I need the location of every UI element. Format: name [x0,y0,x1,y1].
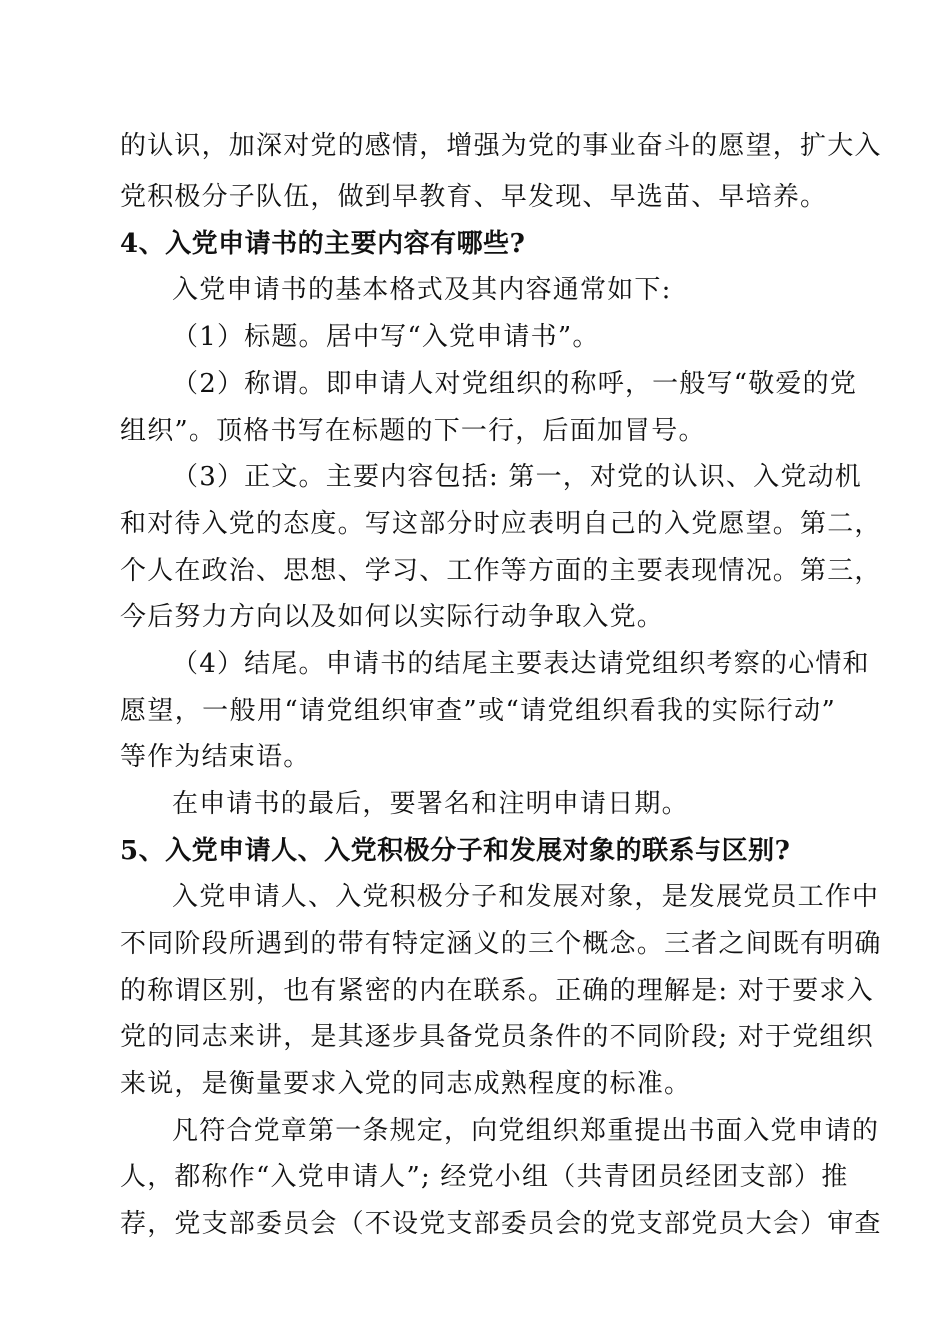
paragraph-line: 入党申请书的基本格式及其内容通常如下: [172,275,672,305]
paragraph-line: 荐，党支部委员会（不设党支部委员会的党支部党员大会）审查 [120,1209,882,1239]
paragraph-line: 不同阶段所遇到的带有特定涵义的三个概念。三者之间既有明确 [120,929,882,959]
list-item-body: （3）正文。主要内容包括: 第一，对党的认识、入党动机 [172,462,862,492]
section-heading-5: 5、入党申请人、入党积极分子和发展对象的联系与区别? [120,836,791,866]
list-item-salutation: （2）称谓。即申请人对党组织的称呼，一般写“敬爱的党 [172,369,858,399]
paragraph-line: 在申请书的最后，要署名和注明申请日期。 [172,789,689,819]
section-heading-4: 4、入党申请书的主要内容有哪些? [120,229,526,259]
paragraph-line: 和对待入党的态度。写这部分时应表明自己的入党愿望。第二， [120,509,882,539]
paragraph-line: 的认识，加深对党的感情，增强为党的事业奋斗的愿望，扩大入 [120,131,882,161]
paragraph-line: 愿望，一般用“请党组织审查”或“请党组织看我的实际行动” [120,696,836,726]
paragraph-line: 党的同志来讲，是其逐步具备党员条件的不同阶段; 对于党组织 [120,1022,874,1052]
paragraph-line: 等作为结束语。 [120,742,311,772]
list-item-title: （1）标题。居中写“入党申请书”。 [172,322,600,352]
paragraph-line: 入党申请人、入党积极分子和发展对象，是发展党员工作中 [172,882,880,912]
paragraph-line: 今后努力方向以及如何以实际行动争取入党。 [120,602,665,632]
paragraph-line: 组织”。顶格书写在标题的下一行，后面加冒号。 [120,416,706,446]
paragraph-line: 党积极分子队伍，做到早教育、早发现、早选苗、早培养。 [120,182,828,212]
paragraph-line: 个人在政治、思想、学习、工作等方面的主要表现情况。第三， [120,556,882,586]
paragraph-line: 来说，是衡量要求入党的同志成熟程度的标准。 [120,1069,692,1099]
paragraph-line: 凡符合党章第一条规定，向党组织郑重提出书面入党申请的 [172,1116,880,1146]
list-item-ending: （4）结尾。申请书的结尾主要表达请党组织考察的心情和 [172,649,870,679]
paragraph-line: 人，都称作“入党申请人”; 经党小组（共青团员经团支部）推 [120,1162,849,1192]
paragraph-line: 的称谓区别，也有紧密的内在联系。正确的理解是: 对于要求入 [120,976,874,1006]
